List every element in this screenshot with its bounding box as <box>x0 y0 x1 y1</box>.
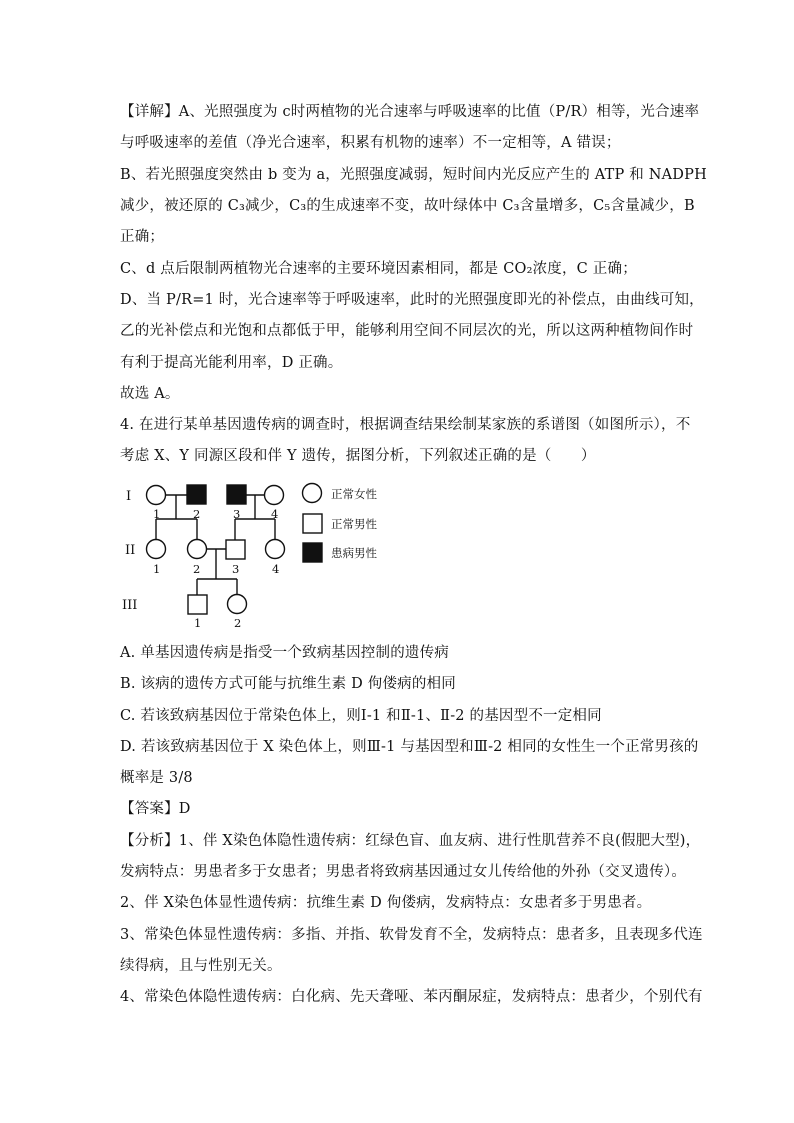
analysis-line: 2、伴 X染色体显性遗传病：抗维生素 D 佝偻病，发病特点：女患者多于男患者。 <box>120 895 652 911</box>
text-line: 【详解】A、光照强度为 c时两植物的光合速率与呼吸速率的比值（P/R）相等，光合速率 <box>120 104 700 120</box>
legend-normal-female-icon <box>303 484 322 503</box>
question-stem: 4. 在进行某单基因遗传病的调查时，根据调查结果绘制某家族的系谱图（如图所示），不 <box>120 417 691 433</box>
legend-label: 患病男性 <box>331 546 377 560</box>
text-line: 减少，被还原的 C₃减少，C₃的生成速率不变，故叶绿体中 C₃含量增多，C₅含量减少，B <box>120 198 695 214</box>
gen2-male-3 <box>226 540 245 559</box>
generation-label: II <box>125 543 136 558</box>
text-line: D、当 P/R=1 时，光合速率等于呼吸速率，此时的光照强度即光的补偿点，由曲线可知， <box>120 292 704 308</box>
gen1-affected-male-2 <box>187 485 206 504</box>
gen1-female-1 <box>147 486 166 505</box>
legend-label: 正常男性 <box>331 517 377 531</box>
individual-number: 4 <box>271 507 279 521</box>
individual-number: 3 <box>233 507 241 521</box>
gen1-affected-male-3 <box>227 485 246 504</box>
option-c: C. 若该致病基因位于常染色体上，则Ⅰ-1 和Ⅱ-1、Ⅱ-2 的基因型不一定相同 <box>120 708 602 724</box>
text-line: 正确； <box>120 229 165 245</box>
text-line: 乙的光补偿点和光饱和点都低于甲，能够利用空间不同层次的光，所以这两种植物间作时 <box>120 323 694 339</box>
individual-number: 2 <box>193 562 201 576</box>
individual-number: 4 <box>272 562 280 576</box>
option-d-continued: 概率是 3/8 <box>120 770 193 786</box>
option-a: A. 单基因遗传病是指受一个致病基因控制的遗传病 <box>120 645 449 661</box>
individual-number: 2 <box>193 507 201 521</box>
analysis-line: 发病特点：男患者多于女患者；男患者将致病基因通过女儿传给他的外孙（交叉遗传）。 <box>120 864 687 880</box>
gen1-female-4 <box>265 486 284 505</box>
analysis-line: 续得病，且与性别无关。 <box>120 958 282 974</box>
gen3-female-2 <box>228 595 247 614</box>
text-line: 有利于提高光能利用率，D 正确。 <box>120 355 343 371</box>
generation-label: I <box>126 489 132 504</box>
gen3-male-1 <box>188 595 207 614</box>
legend-affected-male-icon <box>303 543 322 562</box>
legend-label: 正常女性 <box>331 487 377 501</box>
generation-label: III <box>122 598 138 613</box>
individual-number: 3 <box>232 562 240 576</box>
text-line: 故选 A。 <box>120 386 180 402</box>
analysis-line: 3、常染色体显性遗传病：多指、并指、软骨发育不全，发病特点：患者多，且表现多代连 <box>120 927 703 943</box>
text-line: 与呼吸速率的差值（净光合速率，积累有机物的速率）不一定相等，A 错误； <box>120 135 621 151</box>
option-b: B. 该病的遗传方式可能与抗维生素 D 佝偻病的相同 <box>120 676 456 692</box>
analysis-line: 4、常染色体隐性遗传病：白化病、先天聋哑、苯丙酮尿症，发病特点：患者少，个别代有 <box>120 989 703 1005</box>
option-d: D. 若该致病基因位于 X 染色体上，则Ⅲ-1 与基因型和Ⅲ-2 相同的女性生一个正常男孩的 <box>120 739 699 755</box>
question-stem: 考虑 X、Y 同源区段和伴 Y 遗传，据图分析，下列叙述正确的是（ ） <box>120 448 596 464</box>
legend-normal-male-icon <box>303 514 322 533</box>
pedigree-diagram <box>118 476 408 634</box>
gen2-female-2 <box>188 540 207 559</box>
individual-number: 2 <box>234 616 242 630</box>
individual-number: 1 <box>194 616 202 630</box>
individual-number: 1 <box>153 507 161 521</box>
answer: 【答案】D <box>120 801 191 817</box>
gen2-female-4 <box>266 540 285 559</box>
analysis-line: 【分析】1、伴 X染色体隐性遗传病：红绿色盲、血友病、进行性肌营养不良(假肥大型)， <box>120 833 701 849</box>
text-line: C、d 点后限制两植物光合速率的主要环境因素相同，都是 CO₂浓度，C 正确； <box>120 261 637 277</box>
gen2-female-1 <box>147 540 166 559</box>
individual-number: 1 <box>153 562 161 576</box>
text-line: B、若光照强度突然由 b 变为 a，光照强度减弱，短时间内光反应产生的 ATP 和 NADPH <box>120 167 707 183</box>
